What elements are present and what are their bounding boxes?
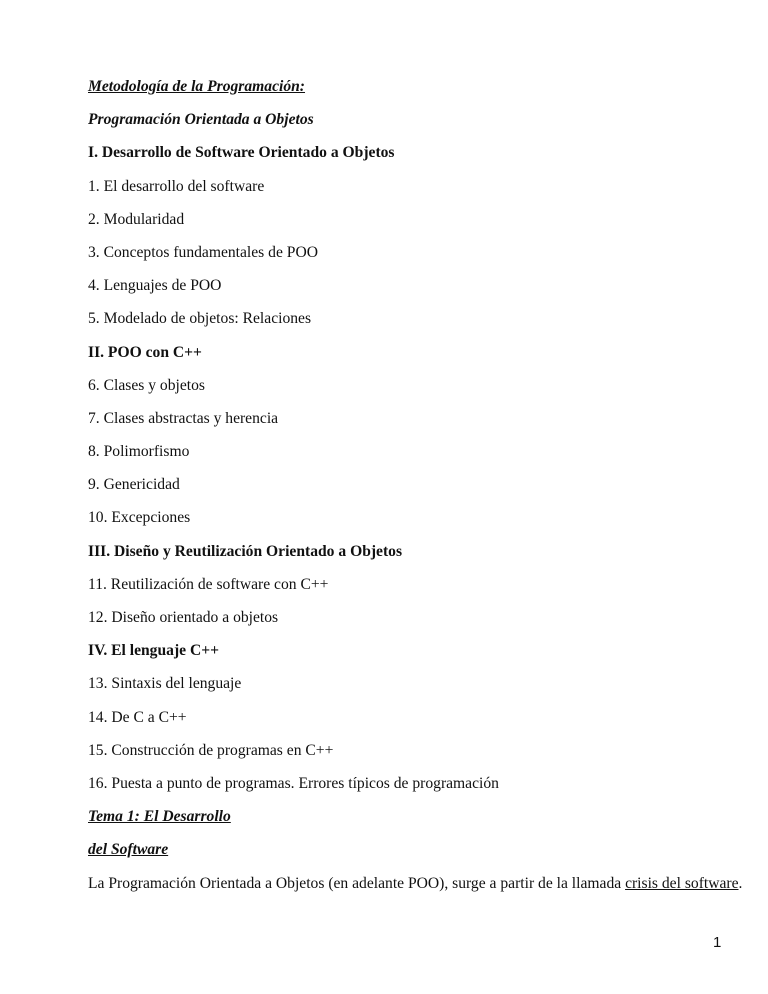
paragraph-text: La Programación Orientada a Objetos (en adelante POO), surge a partir de la llamada bbox=[88, 874, 626, 892]
crisis-link[interactable]: crisis del software bbox=[625, 874, 739, 892]
toc-item: 5. Modelado de objetos: Relaciones bbox=[88, 310, 312, 328]
toc-item: 10. Excepciones bbox=[88, 509, 191, 527]
document-title: Metodología de la Programación: bbox=[88, 78, 306, 95]
intro-paragraph bbox=[88, 867, 743, 900]
page-number: 1 bbox=[713, 934, 722, 951]
toc-item: 4. Lenguajes de POO bbox=[88, 277, 222, 295]
toc-item: 14. De C a C++ bbox=[88, 708, 187, 726]
toc-item: 16. Puesta a punto de programas. Errores típicos de programación bbox=[88, 774, 499, 792]
toc-item: 15. Construcción de programas en C++ bbox=[88, 741, 334, 759]
section-heading: III. Diseño y Reutilización Orientado a Objetos bbox=[88, 542, 403, 560]
toc-item: 12. Diseño orientado a objetos bbox=[88, 609, 279, 626]
toc-item: 1. El desarrollo del software bbox=[88, 177, 265, 195]
toc-item: 3. Conceptos fundamentales de POO bbox=[88, 243, 318, 261]
section-heading: IV. El lenguaje C++ bbox=[88, 642, 219, 660]
toc-item: 7. Clases abstractas y herencia bbox=[88, 409, 279, 427]
paragraph-end: . bbox=[738, 874, 743, 892]
toc-item: 8. Polimorfismo bbox=[88, 443, 190, 461]
document-subtitle: Programación Orientada a Objetos bbox=[88, 111, 314, 129]
toc-item: 11. Reutilización de software con C++ bbox=[88, 575, 329, 593]
document-page bbox=[88, 70, 743, 900]
tema-title-continued: del Software bbox=[88, 841, 169, 859]
section-heading: II. POO con C++ bbox=[88, 343, 202, 361]
section-heading: I. Desarrollo de Software Orientado a Objetos bbox=[88, 144, 395, 162]
toc-item: 13. Sintaxis del lenguaje bbox=[88, 675, 242, 693]
toc-item: 9. Genericidad bbox=[88, 476, 180, 494]
toc-item: 2. Modularidad bbox=[88, 210, 185, 228]
tema-title: Tema 1: El Desarrollo bbox=[88, 808, 231, 826]
toc-item: 6. Clases y objetos bbox=[88, 376, 205, 394]
